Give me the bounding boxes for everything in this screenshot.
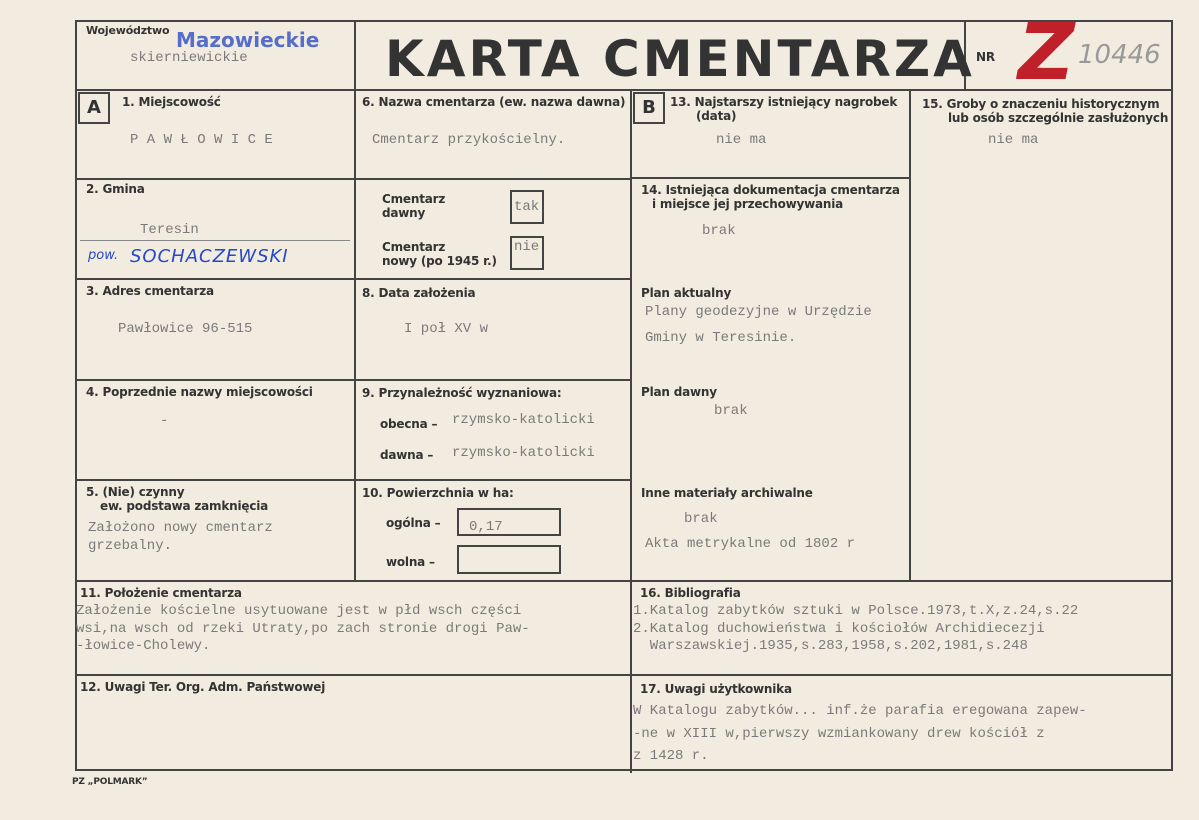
field-14-value: brak xyxy=(702,223,736,239)
field-6-label: 6. Nazwa cmentarza (ew. nazwa dawna) xyxy=(362,95,626,109)
inne-materialy-value: brak xyxy=(684,511,718,527)
inne-materialy-label: Inne materiały archiwalne xyxy=(641,486,813,500)
divider xyxy=(75,178,630,180)
field-7-nowy-box: nie xyxy=(510,236,544,270)
divider xyxy=(75,674,1173,676)
field-17-line: W Katalogu zabytków... inf.że parafia eregowana zapew- xyxy=(633,703,1087,719)
field-9-obecna-label: obecna – xyxy=(380,417,438,431)
divider xyxy=(630,177,910,179)
field-7-dawny-label: Cmentarz xyxy=(382,192,446,206)
field-1-label: 1. Miejscowość xyxy=(122,95,221,109)
page-title: KARTA CMENTARZA xyxy=(385,30,975,88)
divider xyxy=(909,89,911,580)
field-13-sublabel: (data) xyxy=(696,109,737,123)
field-17-line: -ne w XIII w,pierwszy wzmiankowany drew kościół z xyxy=(633,726,1045,742)
field-9-dawna-label: dawna – xyxy=(380,448,434,462)
field-15-value: nie ma xyxy=(988,132,1039,148)
divider xyxy=(630,89,632,773)
field-8-value: I poł XV w xyxy=(404,321,489,337)
pow-prefix: pow. xyxy=(88,248,119,263)
plan-dawny-value: brak xyxy=(714,403,748,419)
field-7-dawny-box: tak xyxy=(510,190,544,224)
field-7-nowy-label: Cmentarz xyxy=(382,240,446,254)
wojewodztwo-label: Województwo xyxy=(86,24,170,37)
field-10-ogolna-label: ogólna – xyxy=(386,516,441,530)
pow-value: SOCHACZEWSKI xyxy=(130,246,289,267)
plan-aktualny-label: Plan aktualny xyxy=(641,286,732,300)
divider xyxy=(75,479,630,481)
field-7-nowy-sublabel: nowy (po 1945 r.) xyxy=(382,254,497,268)
bibliography-line: 1.Katalog zabytków sztuki w Polsce.1973,t.X,z.24,s.22 xyxy=(633,603,1079,619)
field-10-wolna-label: wolna – xyxy=(386,555,435,569)
divider xyxy=(75,379,630,381)
field-15-sublabel: lub osób szczególnie zasłużonych xyxy=(948,111,1169,125)
field-15-label: 15. Groby o znaczeniu historycznym xyxy=(922,97,1160,111)
field-5-value-line: grzebalny. xyxy=(88,538,173,554)
wojewodztwo-stamp: Mazowieckie xyxy=(176,28,320,52)
field-2-label: 2. Gmina xyxy=(86,182,145,196)
plan-aktualny-line: Gminy w Teresinie. xyxy=(645,330,797,346)
field-5-sublabel: ew. podstawa zamknięcia xyxy=(100,499,269,513)
field-9-dawna-value: rzymsko-katolicki xyxy=(452,445,595,461)
plan-dawny-label: Plan dawny xyxy=(641,385,717,399)
divider xyxy=(75,89,1173,91)
section-a-badge: A xyxy=(78,92,110,124)
field-3-value: Pawłowice 96-515 xyxy=(118,321,253,337)
nr-value: 10446 xyxy=(1078,40,1161,70)
nr-letter: Z xyxy=(1018,8,1075,98)
field-13-label: 13. Najstarszy istniejący nagrobek xyxy=(670,95,898,109)
bibliography-line: Warszawskiej.1935,s.283,1958,s.202,1981,s.248 xyxy=(633,638,1028,654)
field-10-label: 10. Powierzchnia w ha: xyxy=(362,486,514,500)
field-17-label: 17. Uwagi użytkownika xyxy=(640,682,792,696)
field-6-value: Cmentarz przykościelny. xyxy=(372,132,566,148)
field-14-sublabel: i miejsce jej przechowywania xyxy=(652,197,844,211)
field-2-value: Teresin xyxy=(140,222,199,238)
plan-aktualny-line: Plany geodezyjne w Urzędzie xyxy=(645,304,872,320)
field-9-obecna-value: rzymsko-katolicki xyxy=(452,412,595,428)
field-9-label: 9. Przynależność wyznaniowa: xyxy=(362,386,562,400)
divider xyxy=(354,20,356,580)
field-17-line: z 1428 r. xyxy=(633,748,709,764)
field-13-value: nie ma xyxy=(716,132,767,148)
field-5-value-line: Założono nowy cmentarz xyxy=(88,520,273,536)
bibliography-line: 2.Katalog duchowieństwa i kościołów Archidiecezji xyxy=(633,621,1045,637)
field-14-label: 14. Istniejąca dokumentacja cmentarza xyxy=(641,183,900,197)
field-11-label: 11. Położenie cmentarza xyxy=(80,586,242,600)
field-7-dawny-sublabel: dawny xyxy=(382,206,426,220)
field-8-label: 8. Data założenia xyxy=(362,286,476,300)
field-10-wolna-box xyxy=(457,545,561,574)
field-11-line: Założenie kościelne usytuowane jest w płd wsch części xyxy=(76,603,522,619)
field-10-ogolna-box: 0,17 xyxy=(457,508,561,536)
divider xyxy=(80,240,350,241)
field-3-label: 3. Adres cmentarza xyxy=(86,284,214,298)
field-5-label: 5. (Nie) czynny xyxy=(86,485,185,499)
field-11-line: -łowice-Cholewy. xyxy=(76,638,211,654)
field-12-label: 12. Uwagi Ter. Org. Adm. Państwowej xyxy=(80,680,326,694)
section-b-badge: B xyxy=(633,92,665,124)
inne-materialy-value: Akta metrykalne od 1802 r xyxy=(645,536,856,552)
field-1-value: P A W Ł O W I C E xyxy=(130,132,273,148)
field-4-label: 4. Poprzednie nazwy miejscowości xyxy=(86,385,313,399)
field-16-label: 16. Bibliografia xyxy=(640,586,741,600)
field-11-line: wsi,na wsch od rzeki Utraty,po zach stronie drogi Paw- xyxy=(76,621,530,637)
nr-label: NR xyxy=(976,50,995,64)
field-4-value: - xyxy=(160,413,169,429)
divider xyxy=(75,278,630,280)
printer-mark: PZ „POLMARK” xyxy=(72,777,148,787)
divider xyxy=(75,580,1173,582)
wojewodztwo-value: skierniewickie xyxy=(130,50,248,66)
